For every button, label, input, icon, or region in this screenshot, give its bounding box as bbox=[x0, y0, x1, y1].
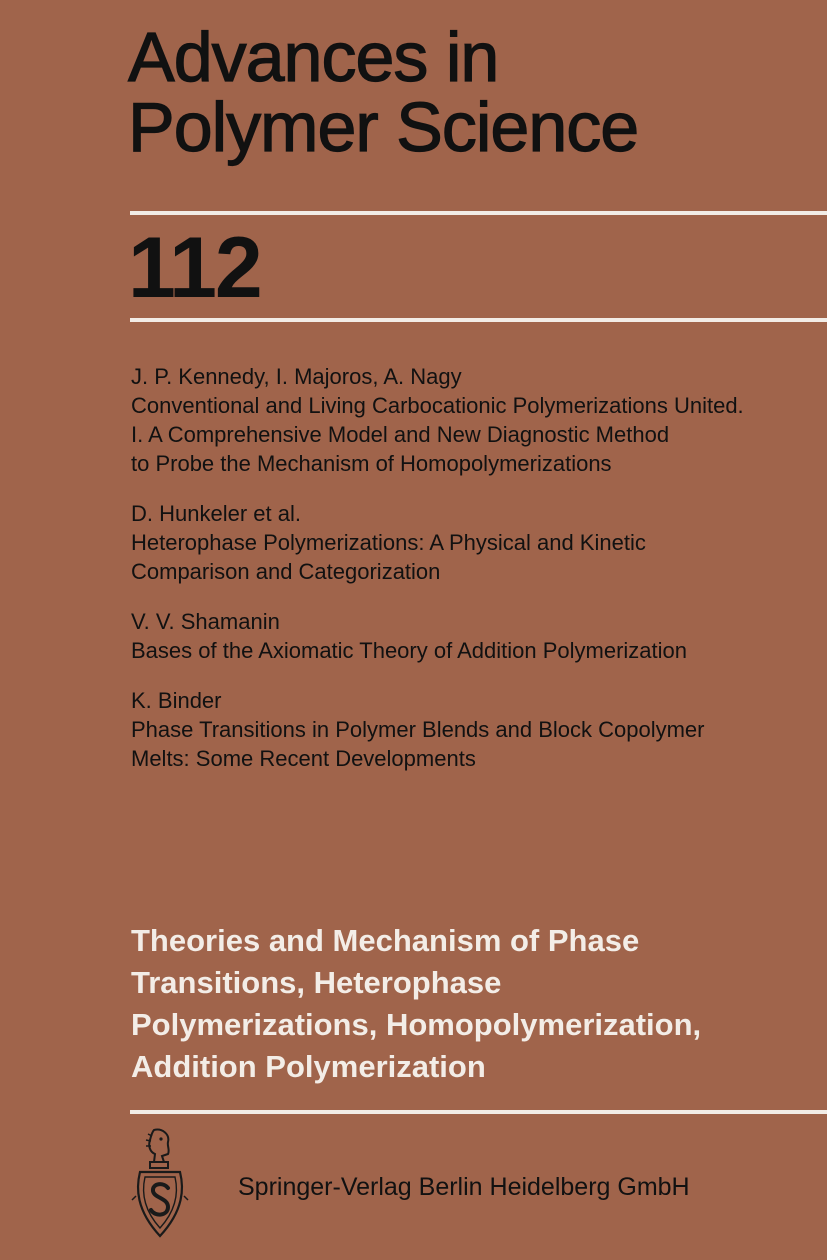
contents-divider bbox=[130, 318, 827, 322]
publisher-divider bbox=[130, 1110, 827, 1114]
entry-author: D. Hunkeler et al. bbox=[131, 501, 301, 526]
book-title-line: Theories and Mechanism of Phase bbox=[131, 923, 640, 958]
volume-number: 112 bbox=[128, 220, 261, 316]
contents-list bbox=[131, 362, 811, 794]
entry-title-line: Conventional and Living Carbocationic Polymerizations United. bbox=[131, 393, 744, 418]
entry-title-line: Heterophase Polymerizations: A Physical and Kinetic bbox=[131, 530, 646, 555]
series-title bbox=[128, 18, 639, 166]
entry-author: K. Binder bbox=[131, 688, 222, 713]
contents-entry bbox=[131, 362, 811, 478]
entry-title-line: Melts: Some Recent Developments bbox=[131, 746, 476, 771]
contents-entry bbox=[131, 499, 811, 586]
series-title-line-1: Advances in bbox=[128, 18, 499, 96]
entry-author: J. P. Kennedy, I. Majoros, A. Nagy bbox=[131, 364, 462, 389]
series-title-line-2: Polymer Science bbox=[128, 88, 639, 166]
book-title-line: Polymerizations, Homopolymerization, bbox=[131, 1007, 702, 1042]
entry-title-line: Comparison and Categorization bbox=[131, 559, 441, 584]
springer-knight-logo-icon bbox=[128, 1126, 192, 1246]
entry-author: V. V. Shamanin bbox=[131, 609, 280, 634]
entry-title-line: Phase Transitions in Polymer Blends and Block Copolymer bbox=[131, 717, 705, 742]
entry-title-line: I. A Comprehensive Model and New Diagnostic Method bbox=[131, 422, 670, 447]
contents-entry bbox=[131, 686, 811, 773]
publisher-name: Springer-Verlag Berlin Heidelberg GmbH bbox=[238, 1173, 690, 1201]
entry-title-line: Bases of the Axiomatic Theory of Addition Polymerization bbox=[131, 638, 687, 663]
entry-title-line: to Probe the Mechanism of Homopolymerizations bbox=[131, 451, 612, 476]
book-title bbox=[131, 920, 811, 1088]
book-title-line: Transitions, Heterophase bbox=[131, 965, 502, 1000]
top-divider bbox=[130, 211, 827, 215]
contents-entry bbox=[131, 607, 811, 665]
book-title-line: Addition Polymerization bbox=[131, 1049, 486, 1084]
